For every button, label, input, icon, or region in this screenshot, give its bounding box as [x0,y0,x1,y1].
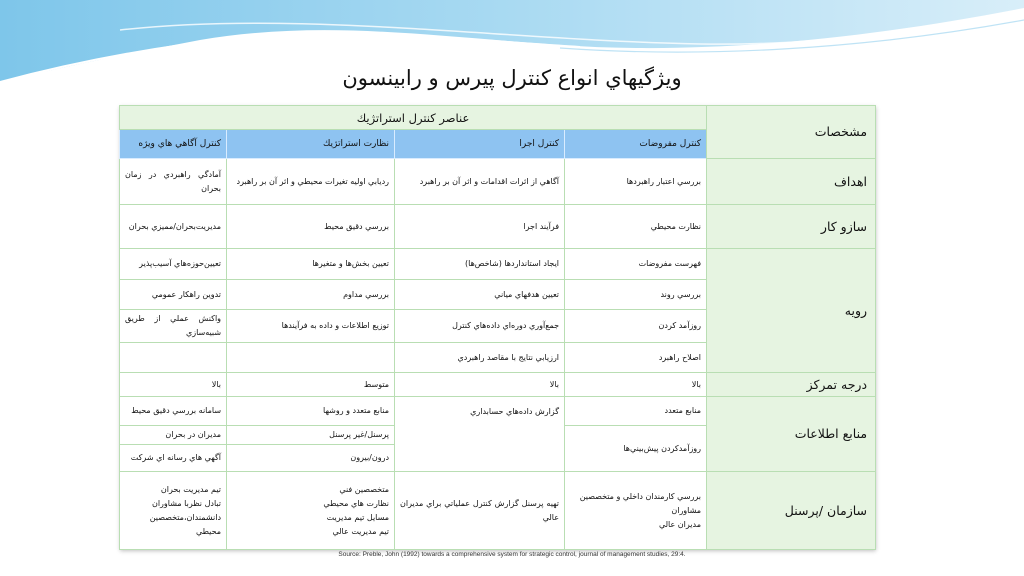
cell-sources-c4c: آگهي هاي رسانه اي شركت [120,445,227,472]
source-citation: Source: Preble, John (1992) towards a comprehensive system for strategic control, journal of management studies, 29:4. [338,551,686,558]
cell-org-c4-line1: تيم مديريت بحران [160,484,222,494]
cell-mechanism-c4: مديريت‌بحران/مميزي بحران [120,205,227,249]
header-strategic-control-elements: عناصر كنترل استراتژيك [120,106,707,130]
cell-procedure-r1-c4: تعيين‌حوزه‌هاي آسيب‌پذير [120,249,227,280]
cell-org-c1-line1: بررسي كارمندان داخلي و متخصصين [579,491,702,501]
cell-mechanism-c1: نظارت محيطي [565,205,707,249]
header-mushakhasat: مشخصات [707,106,876,159]
cell-procedure-r3-c3: توزيع اطلاعات و داده به فرآيندها [227,310,395,343]
cell-org-c4-line4: محيطي [195,526,222,536]
cell-procedure-r4-c4 [120,343,227,373]
cell-focus-c4: بالا [120,373,227,397]
cell-sources-c2: گزارش داده‌هاي حسابداري [395,397,565,472]
cell-sources-c1a: منابع متعدد [565,397,707,426]
cell-procedure-r4-c1: اصلاح راهبرد [565,343,707,373]
cell-sources-c4a: سامانه بررسي دقيق محيط [120,397,227,426]
page-title: ويژگيهاي انواع كنترل پيرس و رابينسون [342,66,682,90]
cell-procedure-r4-c3 [227,343,395,373]
cell-objectives-c1: بررسي اعتبار راهبردها [565,159,707,205]
cell-org-c3-line4: تيم مديريت عالي [332,526,390,536]
cell-org-c3 [227,472,395,550]
cell-procedure-r3-c2: جمع‌آوري دوره‌اي داده‌هاي كنترل [395,310,565,343]
rowhead-organization-personnel: سازمان /پرسنل [707,472,876,550]
cell-focus-c2: بالا [395,373,565,397]
cell-procedure-r2-c1: بررسي روند [565,280,707,310]
cell-procedure-r1-c3: تعيين بخش‌ها و متغيرها [227,249,395,280]
cell-procedure-r4-c2: ارزيابي نتايج با مقاصد راهبردي [395,343,565,373]
cell-procedure-r2-c2: تعيين هدفهاي مياني [395,280,565,310]
cell-org-c1-line2: مشاوران [671,505,702,515]
control-comparison-table-wrap [119,105,875,549]
cell-sources-c1b: روزآمدكردن پيش‌بيني‌ها [565,426,707,472]
cell-procedure-r2-c4: تدوين راهكار عمومي [120,280,227,310]
cell-procedure-r1-c1: فهرست مفروضات [565,249,707,280]
cell-procedure-r1-c2: ايجاد استانداردها (شاخص‌ها) [395,249,565,280]
cell-org-c3-line3: مسايل تيم مديريت [326,512,390,522]
colhead-implementation-control: كنترل اجرا [395,130,565,159]
colhead-assumption-control: كنترل مفروضات [565,130,707,159]
cell-procedure-r3-c1: روزآمد كردن [565,310,707,343]
cell-sources-c3c: درون/بيرون [227,445,395,472]
rowhead-objectives: اهداف [707,159,876,205]
cell-org-c1 [565,472,707,550]
cell-objectives-c3: رديابي اوليه تغيرات محيطي و اثر آن بر راهبرد [227,159,395,205]
cell-sources-c3a: منابع متعدد و روشها [227,397,395,426]
cell-org-c4-line3: دانشمندان،متخصصين [149,512,222,522]
cell-sources-c3b: پرسنل/غير پرسنل [227,426,395,445]
cell-org-c3-line2: نظارت هاي محيطي [323,498,390,508]
colhead-strategic-surveillance: نظارت استراتژيك [227,130,395,159]
cell-objectives-c2: آگاهي از اثرات اقدامات و اثر آن بر راهبرد [395,159,565,205]
rowhead-mechanism: سازو كار [707,205,876,249]
cell-objectives-c4: آمادگي راهبردي در زمان بحران [120,159,227,205]
cell-focus-c1: بالا [565,373,707,397]
cell-org-c1-line3: مديران عالي [658,519,702,529]
colhead-special-alert-control: كنترل آگاهي هاي ويژه [120,130,227,159]
cell-mechanism-c3: بررسي دقيق محيط [227,205,395,249]
cell-sources-c4b: مديران در بحران [120,426,227,445]
control-comparison-table [119,105,876,550]
rowhead-focus-degree: درجه تمركز [707,373,876,397]
cell-focus-c3: متوسط [227,373,395,397]
rowhead-information-sources: منابع اطلاعات [707,397,876,472]
cell-procedure-r3-c4: واكنش عملي از طريق شبيه‌سازي [120,310,227,343]
rowhead-procedure: رويه [707,249,876,373]
cell-org-c4-line2: تبادل نظربا مشاوران [151,498,222,508]
cell-org-c2: تهيه پرسنل گزارش كنترل عملياتي براي مديران عالي [395,472,565,550]
cell-procedure-r2-c3: بررسي مداوم [227,280,395,310]
cell-org-c3-line1: متخصصين فني [339,484,390,494]
cell-org-c4 [120,472,227,550]
cell-mechanism-c2: فرآيند اجرا [395,205,565,249]
